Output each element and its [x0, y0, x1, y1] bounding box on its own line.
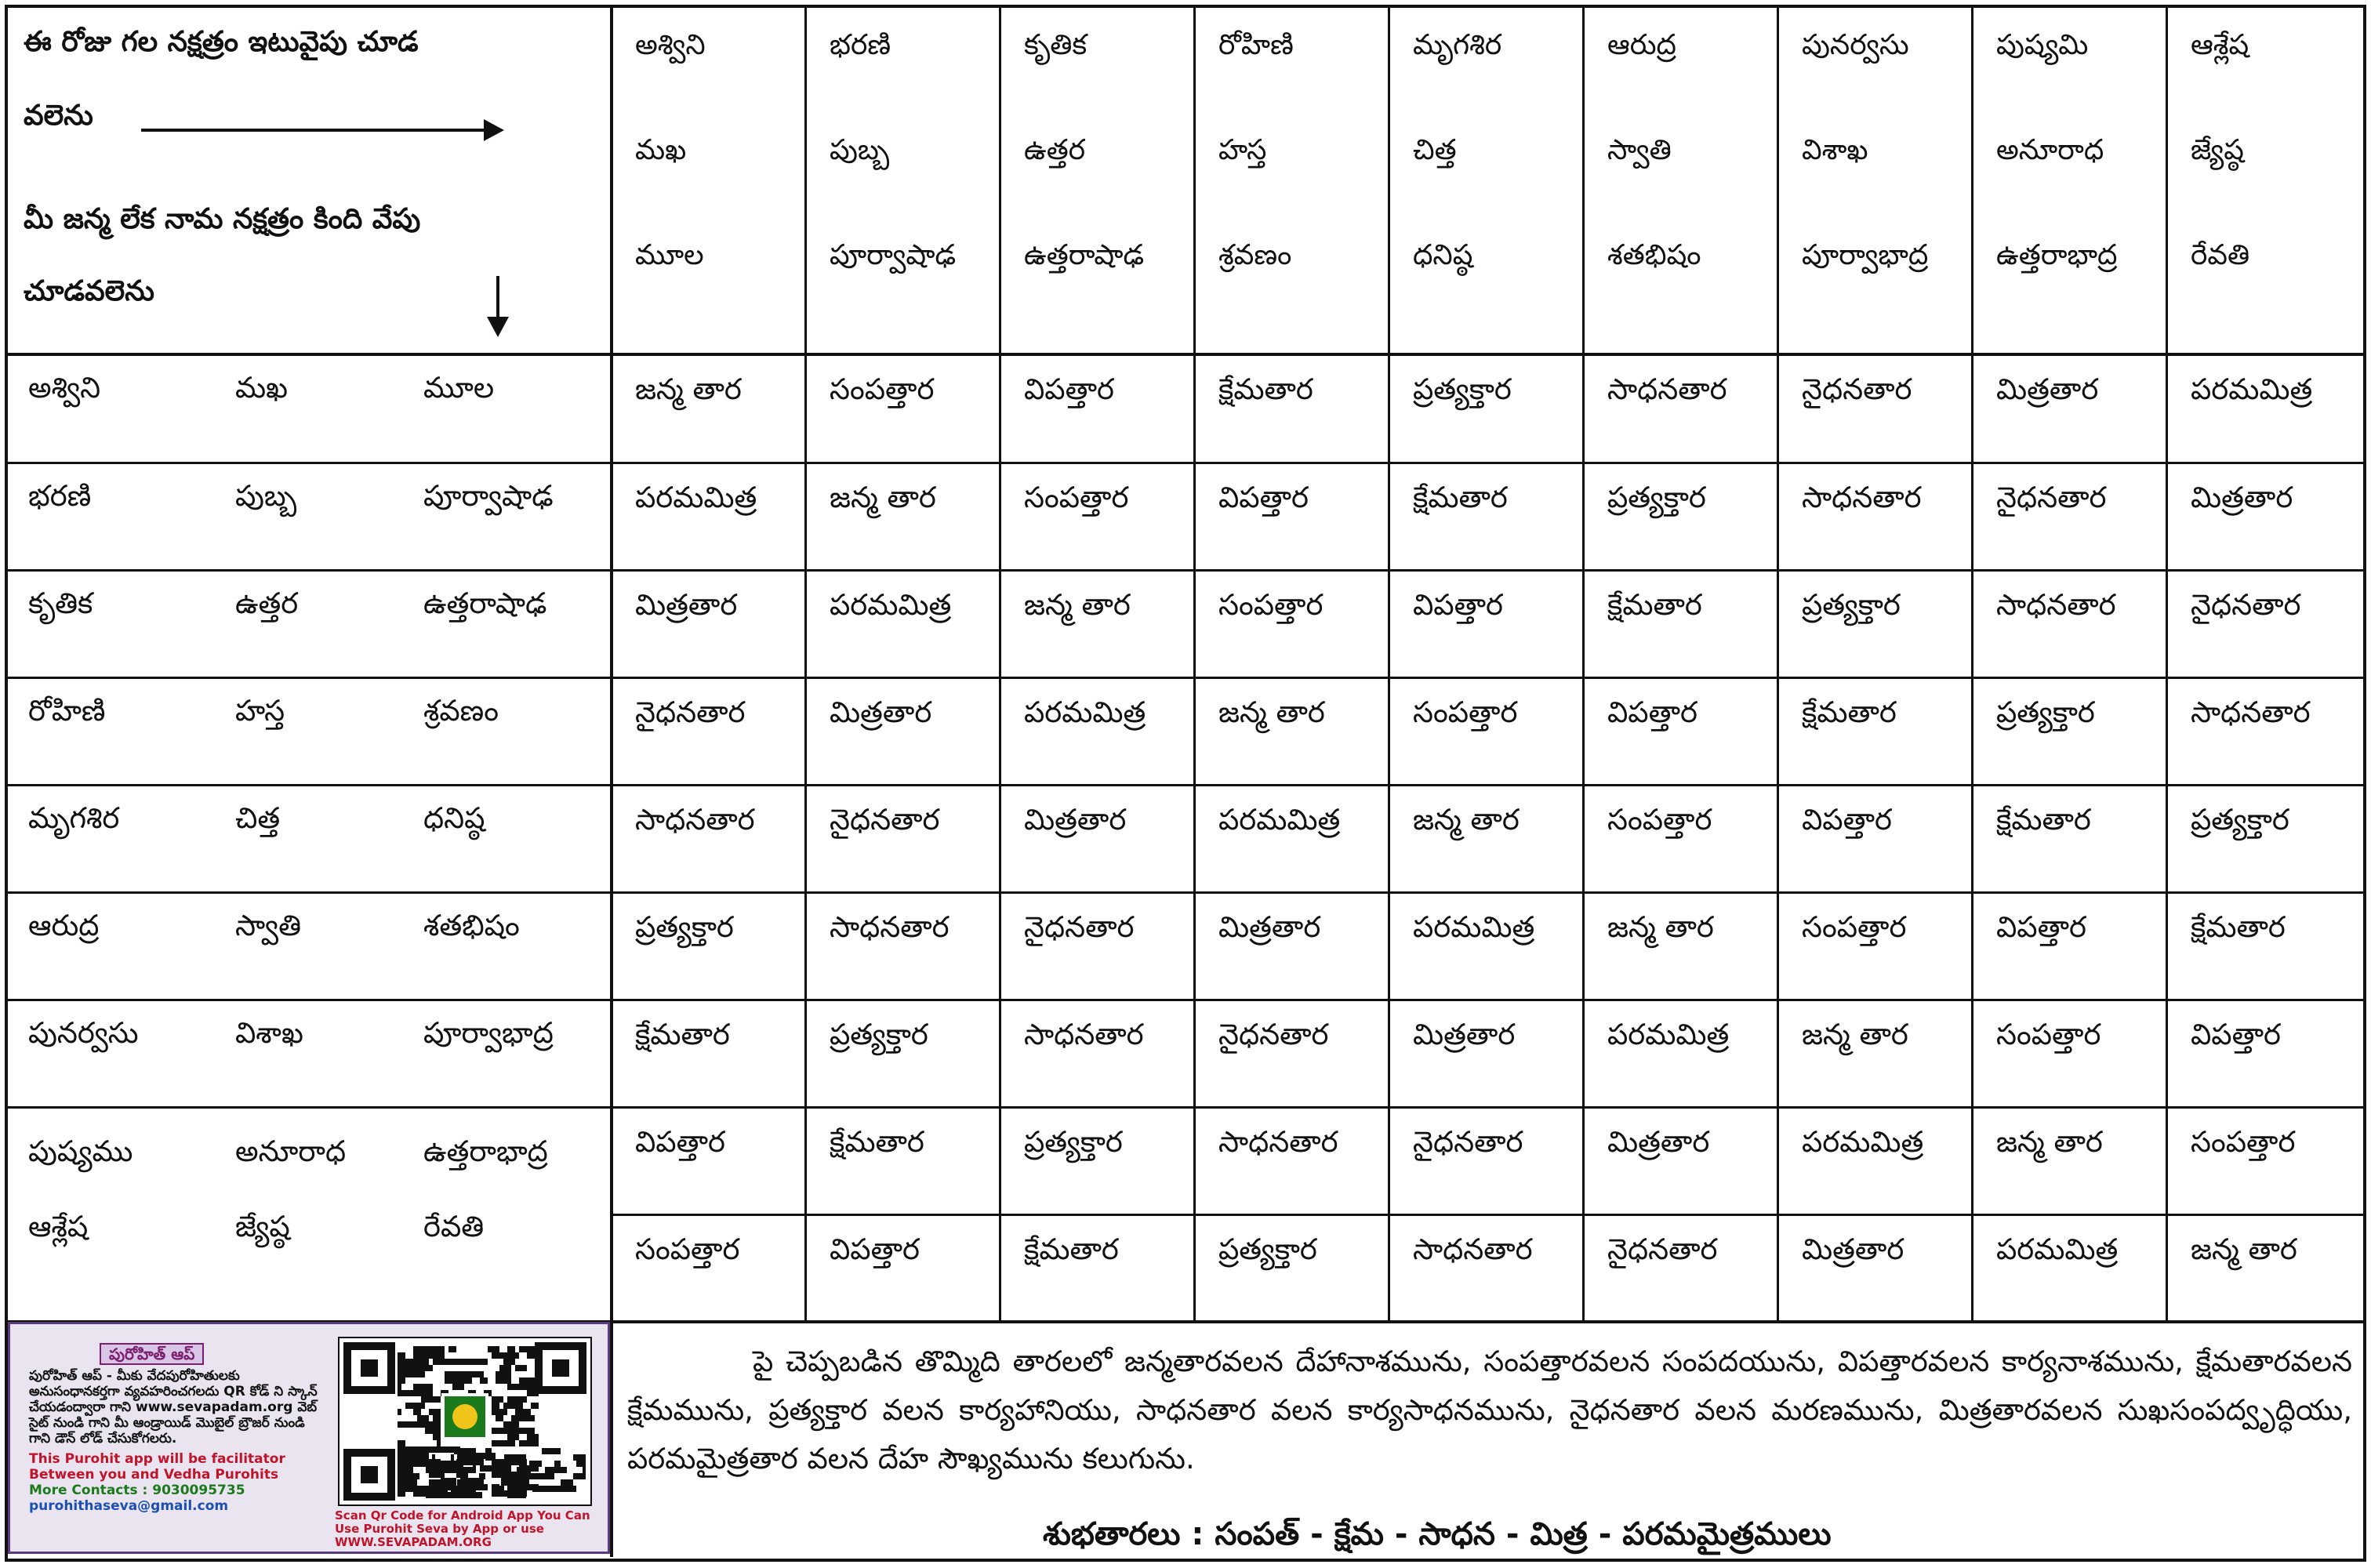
tara-cell: పరమమిత్ర	[635, 481, 757, 514]
ad-text-block	[29, 1343, 330, 1537]
tara-cell: క్షేమతార	[1607, 588, 1702, 622]
header-nakshatra: ఆశ్లేష	[2191, 29, 2249, 61]
tara-cell: జన్మ తార	[1802, 1018, 1908, 1051]
row-nakshatra-label: రోహిణి	[28, 694, 106, 728]
tara-cell: సాధనతార	[2191, 695, 2311, 729]
grid-divider-header	[8, 353, 2363, 356]
grid-divider-column	[1971, 8, 1973, 1322]
tara-cell: విపత్తార	[1607, 695, 1697, 729]
row-nakshatra-label: భరణి	[28, 479, 92, 513]
tara-cell: సంపత్తార	[1413, 695, 1518, 729]
row-nakshatra-label: మృగశిర	[28, 801, 120, 835]
row-nakshatra-label: ఉత్తరాషాఢ	[423, 586, 547, 620]
tara-cell: క్షేమతార	[635, 1018, 730, 1051]
row-nakshatra-label: శ్రవణం	[423, 694, 499, 728]
tara-cell: పరమమిత్ర	[1218, 803, 1341, 837]
tara-cell: విపత్తార	[830, 1232, 920, 1266]
tara-cell: పరమమిత్ర	[1413, 910, 1535, 944]
header-nakshatra: మృగశిర	[1413, 29, 1502, 61]
tara-cell: ప్రత్యక్తార	[2191, 803, 2289, 837]
header-nakshatra: మూల	[635, 239, 704, 271]
tara-cell: ప్రత్యక్తార	[1413, 372, 1512, 406]
row-nakshatra-label: ఉత్తరాభాద్ర	[423, 1134, 548, 1168]
grid-divider-column	[2166, 8, 2168, 1322]
tara-cell: సంపత్తార	[1607, 803, 1712, 837]
tara-cell: క్షేమతార	[1413, 481, 1508, 514]
tara-cell: నైధనతార	[1607, 1232, 1718, 1266]
grid-divider-row	[8, 891, 2363, 894]
row-nakshatra-label: పూర్వాభాద్ర	[423, 1016, 554, 1050]
tara-cell: సంపత్తార	[830, 372, 935, 406]
grid-divider-row	[8, 1106, 2363, 1109]
tara-cell: సంపత్తార	[1802, 910, 1907, 944]
header-nakshatra: ధనిష్ఠ	[1413, 239, 1473, 271]
tara-cell: మిత్రతార	[1607, 1125, 1710, 1159]
row-nakshatra-label: మఖ	[235, 371, 289, 405]
tara-cell: విపత్తార	[635, 1125, 725, 1159]
grid-divider-column	[1193, 8, 1196, 1322]
grid-divider-left	[610, 8, 613, 1557]
tara-cell: జన్మ తార	[830, 481, 936, 514]
header-nakshatra: మఖ	[635, 134, 687, 166]
row-nakshatra-label: శతభిషం	[423, 909, 520, 942]
row-nakshatra-label: పుష్యము	[28, 1134, 133, 1168]
grid-divider-row	[8, 462, 2363, 464]
tara-cell: జన్మ తార	[1413, 803, 1520, 837]
tara-cell: పరమమిత్ర	[1802, 1125, 1924, 1159]
tara-cell: ప్రత్యక్తార	[635, 910, 734, 944]
tara-cell: మిత్రతార	[830, 695, 932, 729]
tara-cell: జన్మ తార	[635, 372, 742, 406]
grid-divider-row	[8, 784, 2363, 786]
grid-divider-row	[8, 569, 2363, 572]
tara-cell: నైధనతార	[1413, 1125, 1523, 1159]
tara-cell: పరమమిత్ర	[830, 588, 952, 622]
header-nakshatra: ఆరుద్ర	[1607, 29, 1676, 61]
header-nakshatra: పుబ్బ	[830, 134, 890, 166]
instruction-line-4: చూడవలెను	[24, 275, 154, 307]
row-nakshatra-label: ఆశ్లేష	[28, 1210, 89, 1243]
instruction-line-3: మీ జన్మ లేక నామ నక్షత్రం కింది వేపు	[24, 203, 421, 235]
tara-cell: నైధనతార	[1218, 1018, 1329, 1051]
tara-cell: సాధనతార	[1802, 481, 1922, 514]
grid-divider-column	[1777, 8, 1779, 1322]
qr-caption: Scan Qr Code for Android App You Can Use Purohit Seva by App or use WWW.SEVAPADAM.ORG	[335, 1508, 590, 1549]
tara-cell: జన్మ తార	[2191, 1232, 2297, 1266]
tara-cell: క్షేమతార	[1024, 1232, 1119, 1266]
ad-title: పురోహిత్ ఆప్	[100, 1343, 204, 1365]
tara-cell: సాధనతార	[830, 910, 949, 944]
header-nakshatra: అనూరాధ	[1996, 134, 2104, 166]
tara-cell: క్షేమతార	[1802, 695, 1897, 729]
header-nakshatra: పుష్యమి	[1996, 29, 2089, 61]
row-nakshatra-label: జ్యేష్ఠ	[235, 1210, 290, 1243]
tara-cell: ప్రత్యక్తార	[1802, 588, 1901, 622]
tara-cell: మిత్రతార	[1996, 372, 2099, 406]
row-nakshatra-label: విశాఖ	[235, 1016, 303, 1050]
header-nakshatra: శతభిషం	[1607, 239, 1701, 271]
purohit-app-ad	[8, 1322, 610, 1554]
tara-cell: ప్రత్యక్తార	[1607, 481, 1706, 514]
header-nakshatra: స్వాతి	[1607, 134, 1672, 166]
tara-cell: నైధనతార	[635, 695, 746, 729]
tara-cell: సాధనతార	[1413, 1232, 1533, 1266]
down-arrow-icon	[496, 276, 499, 323]
header-nakshatra: పునర్వసు	[1802, 29, 1909, 61]
tara-cell: ప్రత్యక్తార	[1996, 695, 2095, 729]
right-arrow-icon	[141, 129, 490, 132]
grid-divider-row	[8, 677, 2363, 679]
row-nakshatra-label: ఆరుద్ర	[28, 909, 100, 942]
row-nakshatra-label: హస్త	[235, 694, 285, 728]
header-nakshatra: అశ్విని	[635, 29, 706, 61]
row-nakshatra-label: ఉత్తర	[235, 586, 299, 620]
row-nakshatra-label: అనూరాధ	[235, 1134, 347, 1168]
header-nakshatra: ఉత్తరాషాఢ	[1024, 239, 1145, 271]
tara-cell: విపత్తార	[1413, 588, 1503, 622]
row-nakshatra-label: రేవతి	[423, 1210, 485, 1243]
grid-divider-column	[1388, 8, 1390, 1322]
tara-cell: జన్మ తార	[1024, 588, 1131, 622]
tara-cell: సంపత్తార	[1024, 481, 1129, 514]
auspicious-taras-footer: శుభతారలు : సంపత్ - క్షేమ - సాధన - మిత్ర - పరమమైత్రములు	[1043, 1516, 1832, 1552]
header-nakshatra: శ్రవణం	[1218, 239, 1292, 271]
row-nakshatra-label: మూల	[423, 371, 495, 405]
tara-cell: నైధనతార	[1802, 372, 1912, 406]
tara-cell: పరమమిత్ర	[1607, 1018, 1730, 1051]
tara-cell: నైధనతార	[1024, 910, 1135, 944]
tara-cell: నైధనతార	[1996, 481, 2107, 514]
tara-cell: జన్మ తార	[1996, 1125, 2103, 1159]
header-nakshatra: పూర్వాషాఢ	[830, 239, 957, 271]
tara-cell: మిత్రతార	[1413, 1018, 1516, 1051]
tara-cell: క్షేమతార	[1218, 372, 1313, 406]
grid-divider-row	[612, 1214, 2363, 1216]
row-nakshatra-label: పుబ్బ	[235, 479, 297, 513]
header-nakshatra: ఉత్తర	[1024, 134, 1086, 166]
tara-cell: క్షేమతార	[1996, 803, 2091, 837]
header-nakshatra: కృతిక	[1024, 29, 1087, 61]
qr-code-icon[interactable]	[338, 1337, 592, 1506]
tara-cell: విపత్తార	[1802, 803, 1892, 837]
explanation-paragraph	[627, 1338, 2352, 1483]
grid-divider-row	[8, 999, 2363, 1001]
row-nakshatra-label: స్వాతి	[235, 909, 302, 942]
tara-cell: మిత్రతార	[1218, 910, 1321, 944]
tara-cell: మిత్రతార	[2191, 481, 2293, 514]
tara-cell: సంపత్తార	[635, 1232, 740, 1266]
tara-cell: ప్రత్యక్తార	[1218, 1232, 1317, 1266]
row-nakshatra-label: కృతిక	[28, 586, 93, 620]
ad-email: purohithaseva@gmail.com	[29, 1498, 229, 1514]
header-nakshatra: పూర్వాభాద్ర	[1802, 239, 1929, 271]
tara-cell: క్షేమతార	[830, 1125, 924, 1159]
tara-cell: విపత్తార	[1996, 910, 2086, 944]
header-nakshatra: చిత్త	[1413, 134, 1457, 166]
instruction-line-2: వలెను	[24, 100, 93, 132]
grid-divider-column	[804, 8, 807, 1322]
grid-divider-column	[1582, 8, 1585, 1322]
grid-divider-column	[999, 8, 1001, 1322]
instruction-line-1: ఈ రోజు గల నక్షత్రం ఇటువైపు చూడ	[24, 26, 419, 58]
ad-info-text: పురోహిత్ ఆప్ - మీకు వేదపురోహితులకు అనుసంధానకర్తగా వ్యవహరించగలదు QR కోడ్ ని స్కాన్ చేయడంద్వారా గాని www.sevapadam.org వెబ్ సైట్ నుండి గాని మీ ఆండ్రాయిడ్ మొబైల్ బ్రౌజర్ నుండి గాని డౌన్ లోడ్ చేసుకోగలరు.	[29, 1368, 318, 1446]
tara-cell: క్షేమతార	[2191, 910, 2286, 944]
row-nakshatra-label: పూర్వాషాఢ	[423, 479, 554, 513]
header-nakshatra: విశాఖ	[1802, 134, 1868, 166]
header-nakshatra: రేవతి	[2191, 239, 2250, 271]
tara-cell: సాధనతార	[1996, 588, 2116, 622]
tara-cell: సాధనతార	[1607, 372, 1727, 406]
tara-cell: పరమమిత్ర	[2191, 372, 2313, 406]
tara-cell: విపత్తార	[2191, 1018, 2281, 1051]
tara-cell: జన్మ తార	[1218, 695, 1325, 729]
tara-cell: నైధనతార	[830, 803, 940, 837]
tara-cell: విపత్తార	[1218, 481, 1309, 514]
tara-cell: జన్మ తార	[1607, 910, 1714, 944]
row-nakshatra-label: అశ్విని	[28, 371, 101, 405]
tara-cell: ప్రత్యక్తార	[830, 1018, 928, 1051]
tara-cell: సాధనతార	[635, 803, 755, 837]
tara-cell: సంపత్తార	[2191, 1125, 2296, 1159]
row-nakshatra-label: చిత్త	[235, 801, 281, 835]
tara-cell: నైధనతార	[2191, 588, 2301, 622]
tara-cell: సంపత్తార	[1218, 588, 1323, 622]
tara-cell: విపత్తార	[1024, 372, 1114, 406]
tara-cell: సాధనతార	[1024, 1018, 1144, 1051]
ad-english-line: This Purohit app will be facilitator Between you and Vedha Purohits	[29, 1451, 285, 1483]
header-nakshatra: హస్త	[1218, 134, 1267, 166]
tara-cell: మిత్రతార	[635, 588, 738, 622]
ad-contacts: More Contacts : 9030095735	[29, 1483, 245, 1498]
header-nakshatra: ఉత్తరాభాద్ర	[1996, 239, 2118, 271]
tara-cell: పరమమిత్ర	[1996, 1232, 2119, 1266]
row-nakshatra-label: పునర్వసు	[28, 1016, 139, 1050]
tara-cell: ప్రత్యక్తార	[1024, 1125, 1123, 1159]
header-nakshatra: రోహిణి	[1218, 29, 1294, 61]
header-nakshatra: జ్యేష్ఠ	[2191, 134, 2244, 166]
tara-cell: సంపత్తార	[1996, 1018, 2101, 1051]
row-nakshatra-label: ధనిష్ఠ	[423, 801, 485, 835]
header-nakshatra: భరణి	[830, 29, 891, 61]
explanation-text: పై చెప్పబడిన తొమ్మిది తారలలో జన్మతారవలన దేహానాశమును, సంపత్తారవలన సంపదయును, విపత్తారవలన కార్యనాశమును, క్షేమతారవలన క్షేమమును, ప్రత్యక్తార వలన కార్యహానియు, సాధనతార వలన కార్యసాధనమును, నైధనతార వలన మరణమును, మిత్రతారవలన సుఖసంపద్వృద్ధియు, పరమమైత్రతార వలన దేహ సౌఖ్యమును కలుగును.	[627, 1345, 2352, 1475]
tara-cell: మిత్రతార	[1024, 803, 1127, 837]
tara-cell: మిత్రతార	[1802, 1232, 1904, 1266]
tara-cell: పరమమిత్ర	[1024, 695, 1146, 729]
qr-code-graphic	[339, 1338, 590, 1504]
tara-cell: సాధనతార	[1218, 1125, 1338, 1159]
